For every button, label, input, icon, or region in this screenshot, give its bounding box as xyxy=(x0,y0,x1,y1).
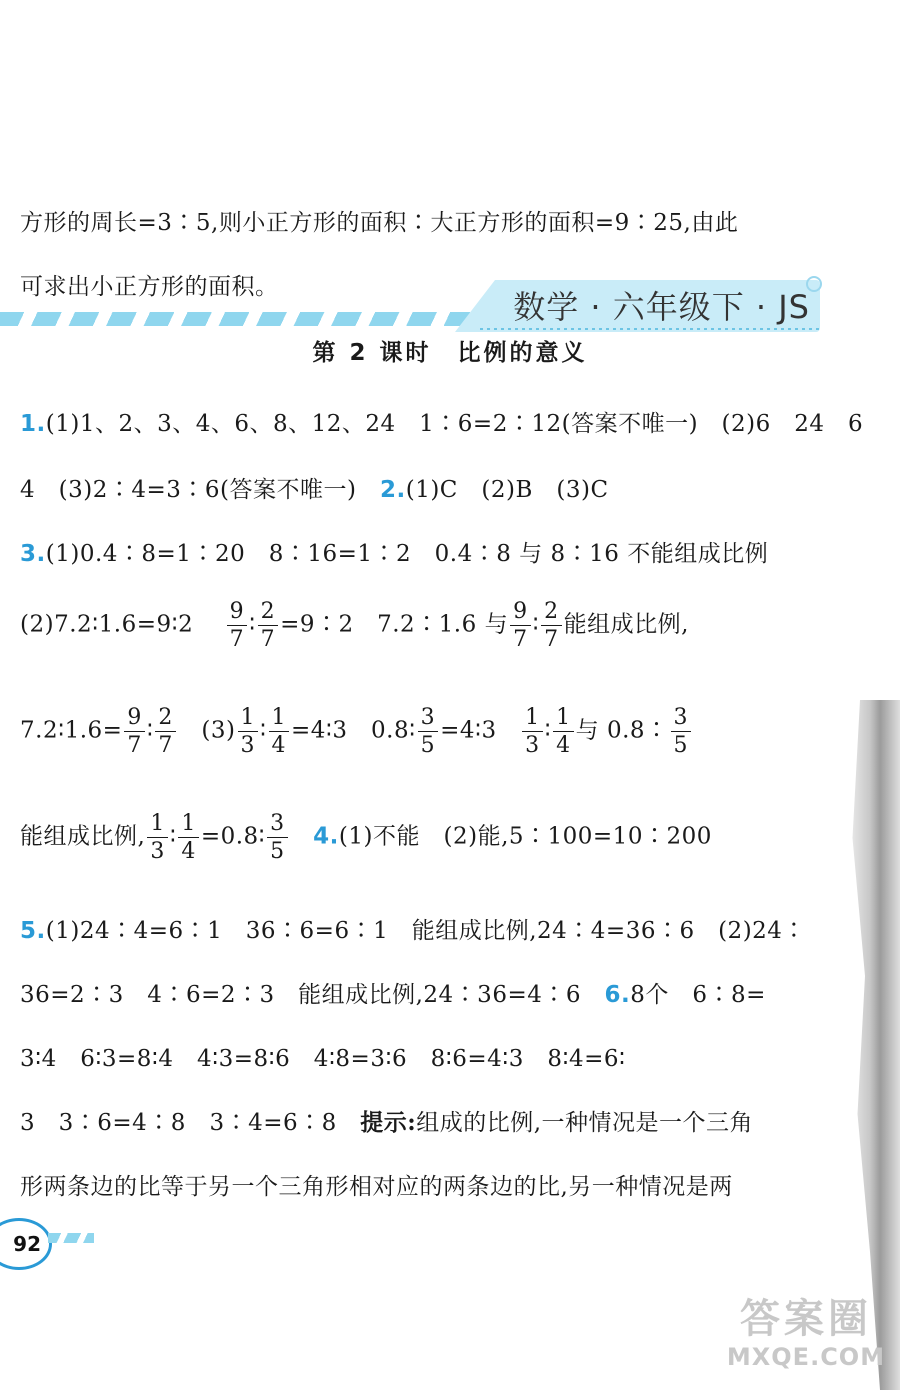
fraction-1-3: $\frac{1}{3}$ xyxy=(147,812,168,863)
answer-1-text: (1)1、2、3、4、6、8、12、24 1∶6=2∶12(答案不唯一) (2)6 24 6 xyxy=(45,411,864,437)
fraction-3-5: $\frac{3}{5}$ xyxy=(671,706,692,757)
fraction-2-7: $\frac{2}{7}$ xyxy=(155,706,176,757)
question-number-5: 5. xyxy=(20,918,46,944)
ratio-colon: ∶ xyxy=(532,611,540,638)
question-number-1: 1. xyxy=(20,411,46,437)
answer-line-12 xyxy=(20,1104,820,1137)
fraction-1-4: $\frac{1}{4}$ xyxy=(269,706,290,757)
answer-4-text: (1)不能 (2)能,5∶100=10∶200 xyxy=(338,823,712,850)
ratio-colon: ∶ xyxy=(146,717,154,744)
answer-6-text: 8个 6∶8= xyxy=(630,982,766,1008)
question-number-2: 2. xyxy=(379,477,406,503)
answer-1-cont: 4 (3)2∶4=3∶6(答案不唯一) xyxy=(20,477,357,503)
answer-line-5 xyxy=(20,535,820,568)
fraction-3-5: $\frac{3}{5}$ xyxy=(418,706,439,757)
fraction-9-7: $\frac{9}{7}$ xyxy=(510,600,531,651)
answer-3-part3c: 与 0.8∶ xyxy=(575,717,669,744)
hint-text: 组成的比例,一种情况是一个三角 xyxy=(416,1110,754,1136)
answer-line-7 xyxy=(20,706,820,757)
answer-6-cont: 3 3∶6=4∶8 3∶4=6∶8 xyxy=(20,1110,337,1136)
fraction-9-7: $\frac{9}{7}$ xyxy=(227,600,248,651)
text-line-1: 方形的周长=3∶5,则小正方形的面积∶大正方形的面积=9∶25,由此 xyxy=(20,210,739,236)
header-stripes xyxy=(0,312,470,326)
answer-3-part2b: =9∶2 7.2∶1.6 与 xyxy=(280,611,509,638)
ratio-colon: ∶ xyxy=(260,717,267,744)
answer-line-4 xyxy=(20,471,820,504)
watermark-text: 答案圈 xyxy=(740,1296,872,1342)
answer-3-part2: (2)7.2∶1.6=9∶2 xyxy=(20,611,194,638)
fraction-2-7: $\frac{2}{7}$ xyxy=(541,600,562,651)
ratio-colon: ∶ xyxy=(169,823,177,850)
answer-3-part3a: =4∶3 0.8∶ xyxy=(291,717,416,744)
answer-3-part2c: 能组成比例, xyxy=(563,611,689,638)
book-title: 数学 · 六年级下 · JS xyxy=(513,288,810,326)
ratio-colon: ∶ xyxy=(544,717,552,744)
question-number-4: 4. xyxy=(313,823,339,850)
page-number: 92 xyxy=(0,1218,52,1270)
fraction-1-4: $\frac{1}{4}$ xyxy=(178,812,199,863)
answer-line-6 xyxy=(20,600,820,651)
answer-3-part3b: =4∶3 xyxy=(440,717,497,744)
answer-line-8 xyxy=(20,812,820,863)
section-title: 第 2 课时 比例的意义 xyxy=(312,340,588,366)
fraction-9-7: $\frac{9}{7}$ xyxy=(124,706,145,757)
fraction-1-3: $\frac{1}{3}$ xyxy=(522,706,543,757)
answer-line-3 xyxy=(20,405,864,438)
answer-3-part2d: 7.2∶1.6= xyxy=(20,717,123,744)
answer-3-part3d: 能组成比例, xyxy=(20,823,146,850)
fraction-2-7: $\frac{2}{7}$ xyxy=(258,600,279,651)
answer-3-part3-label: (3) xyxy=(201,717,236,744)
answer-5-text: (1)24∶4=6∶1 36∶6=6∶1 能组成比例,24∶4=36∶6 (2)24∶ xyxy=(45,918,806,944)
answer-5-cont: 36=2∶3 4∶6=2∶3 能组成比例,24∶36=4∶6 xyxy=(20,982,581,1008)
fraction-1-3: $\frac{1}{3}$ xyxy=(238,706,259,757)
answer-line-13: 形两条边的比等于另一个三角形相对应的两条边的比,另一种情况是两 xyxy=(20,1174,733,1200)
question-number-6: 6. xyxy=(604,982,631,1008)
answer-line-9 xyxy=(20,912,820,945)
fraction-1-4: $\frac{1}{4}$ xyxy=(553,706,574,757)
ratio-colon: ∶ xyxy=(249,611,256,638)
hint-label: 提示: xyxy=(360,1109,417,1136)
answer-3-part3e: =0.8∶ xyxy=(200,823,266,850)
answer-3-text: (1)0.4∶8=1∶20 8∶16=1∶2 0.4∶8 与 8∶16 不能组成比例 xyxy=(45,541,769,567)
torn-page-edge xyxy=(850,700,900,1390)
answer-line-10 xyxy=(20,976,820,1009)
text-line-2: 可求出小正方形的面积。 xyxy=(20,274,279,300)
answer-line-11: 3∶4 6∶3=8∶4 4∶3=8∶6 4∶8=3∶6 8∶6=4∶3 8∶4=6∶ xyxy=(20,1046,626,1072)
answer-2-text: (1)C (2)B (3)C xyxy=(405,477,609,503)
fraction-3-5: $\frac{3}{5}$ xyxy=(267,812,288,863)
watermark-url: MXQE.COM xyxy=(726,1343,886,1371)
footer-stripes xyxy=(48,1233,94,1243)
question-number-3: 3. xyxy=(20,541,46,567)
watermark-logo xyxy=(716,1296,896,1386)
